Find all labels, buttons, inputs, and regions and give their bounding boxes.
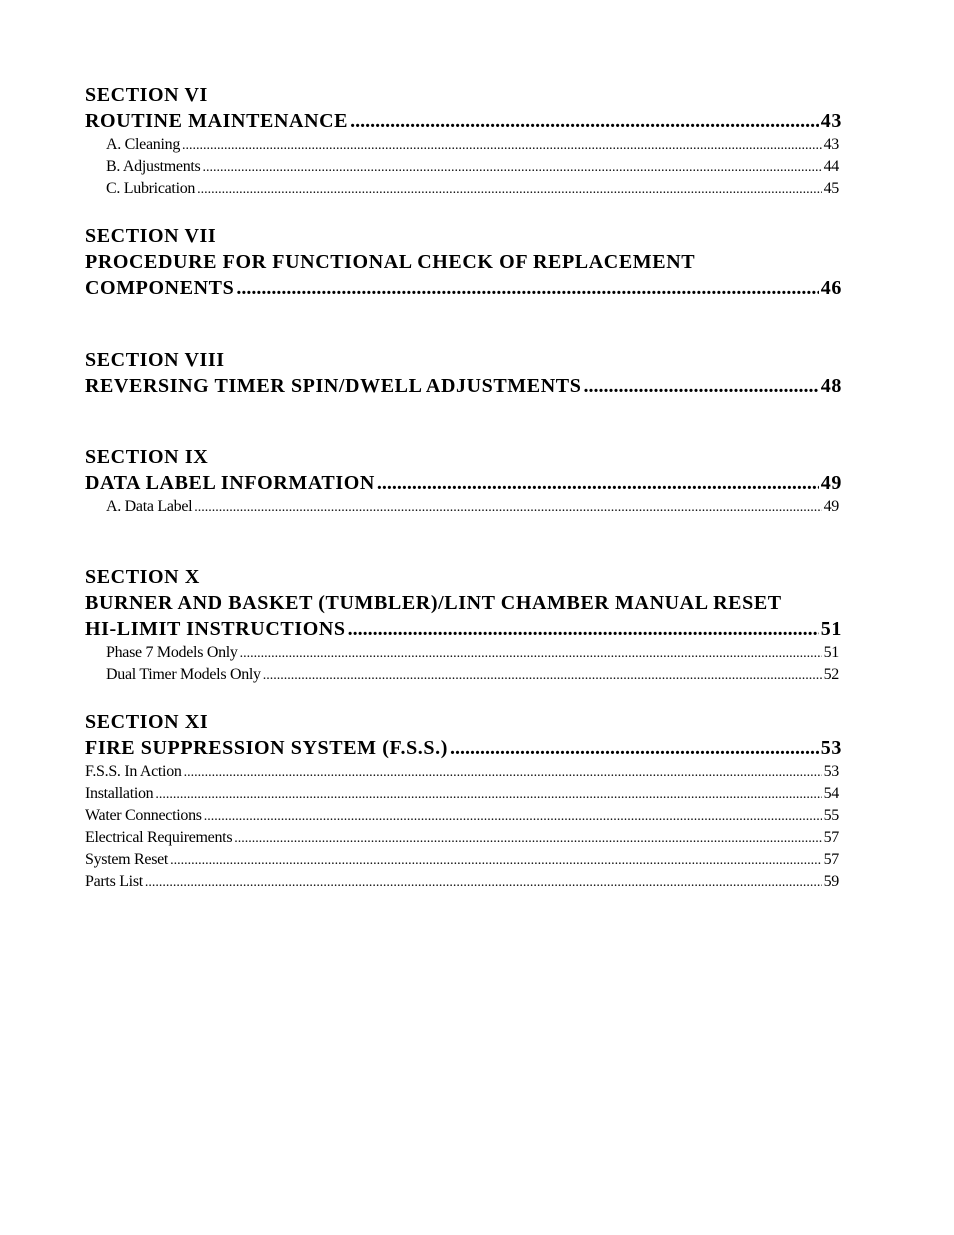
dot-leader xyxy=(145,872,822,894)
section-label: SECTION VII xyxy=(85,225,217,247)
toc-section-vii xyxy=(85,223,842,301)
dot-leader xyxy=(234,828,821,850)
page-number: 44 xyxy=(823,158,839,175)
entry-title: ROUTINE MAINTENANCE xyxy=(85,110,349,132)
dot-leader xyxy=(348,616,819,642)
page-number: 43 xyxy=(820,110,842,132)
toc-subentry-adjustments[interactable] xyxy=(85,156,839,178)
page-number: 49 xyxy=(820,472,842,494)
toc-subentry-parts-list[interactable] xyxy=(85,871,839,893)
entry-title: Dual Timer Models Only xyxy=(106,666,261,683)
toc-section-x xyxy=(85,564,842,686)
dot-leader xyxy=(583,373,818,399)
page-number: 57 xyxy=(823,851,839,868)
entry-title: F.S.S. In Action xyxy=(85,763,182,780)
section-title-line: BURNER AND BASKET (TUMBLER)/LINT CHAMBER MANUAL RESET xyxy=(85,592,782,614)
section-label: SECTION VI xyxy=(85,84,208,106)
toc-entry-components[interactable] xyxy=(85,275,842,301)
toc-subentry-cleaning[interactable] xyxy=(85,134,839,156)
entry-title: C. Lubrication xyxy=(106,180,196,197)
section-label: SECTION VIII xyxy=(85,349,225,371)
toc-section-vi xyxy=(85,82,842,200)
toc-section-xi xyxy=(85,709,842,893)
entry-title: Phase 7 Models Only xyxy=(106,644,238,661)
dot-leader xyxy=(197,179,821,201)
dot-leader xyxy=(155,784,821,806)
page-number: 53 xyxy=(823,763,839,780)
section-label: SECTION IX xyxy=(85,446,209,468)
entry-title: Water Connections xyxy=(85,807,202,824)
page-number: 46 xyxy=(820,277,842,299)
dot-leader xyxy=(184,762,822,784)
entry-title: Parts List xyxy=(85,873,143,890)
toc-entry-routine-maintenance[interactable] xyxy=(85,108,842,134)
page-number: 54 xyxy=(823,785,839,802)
toc-entry-data-label-information[interactable] xyxy=(85,470,842,496)
page-number: 59 xyxy=(823,873,839,890)
toc-subentry-data-label[interactable] xyxy=(85,496,839,518)
dot-leader xyxy=(350,108,819,134)
toc-entry-reversing-timer[interactable] xyxy=(85,373,842,399)
toc-subentry-phase-7-models[interactable] xyxy=(85,642,839,664)
toc-subentry-fss-in-action[interactable] xyxy=(85,761,839,783)
dot-leader xyxy=(450,735,819,761)
dot-leader xyxy=(263,665,822,687)
entry-title: Installation xyxy=(85,785,154,802)
entry-title: COMPONENTS xyxy=(85,277,235,299)
toc-entry-fire-suppression-system[interactable] xyxy=(85,735,842,761)
toc-subentry-lubrication[interactable] xyxy=(85,178,839,200)
page-number: 57 xyxy=(823,829,839,846)
section-label: SECTION XI xyxy=(85,711,209,733)
entry-title: B. Adjustments xyxy=(106,158,201,175)
page-number: 51 xyxy=(820,618,842,640)
page-number: 53 xyxy=(820,737,842,759)
page-number: 49 xyxy=(823,498,839,515)
toc-subentry-electrical-requirements[interactable] xyxy=(85,827,839,849)
dot-leader xyxy=(236,275,818,301)
dot-leader xyxy=(202,157,821,179)
dot-leader xyxy=(377,470,819,496)
entry-title: System Reset xyxy=(85,851,169,868)
entry-title: A. Cleaning xyxy=(106,136,181,153)
toc-section-ix xyxy=(85,444,842,518)
page-number: 45 xyxy=(823,180,839,197)
toc-entry-hi-limit-instructions[interactable] xyxy=(85,616,842,642)
entry-title: Electrical Requirements xyxy=(85,829,233,846)
section-label: SECTION X xyxy=(85,566,200,588)
page-number: 52 xyxy=(823,666,839,683)
toc-subentry-installation[interactable] xyxy=(85,783,839,805)
dot-leader xyxy=(182,135,822,157)
dot-leader xyxy=(194,497,821,519)
page-number: 43 xyxy=(823,136,839,153)
toc-subentry-system-reset[interactable] xyxy=(85,849,839,871)
entry-title: DATA LABEL INFORMATION xyxy=(85,472,375,494)
toc-section-viii xyxy=(85,347,842,399)
section-title-line: PROCEDURE FOR FUNCTIONAL CHECK OF REPLACEMENT xyxy=(85,251,696,273)
entry-title: FIRE SUPPRESSION SYSTEM (F.S.S.) xyxy=(85,737,448,759)
dot-leader xyxy=(170,850,822,872)
page-number: 55 xyxy=(823,807,839,824)
toc-subentry-dual-timer-models[interactable] xyxy=(85,664,839,686)
toc-subentry-water-connections[interactable] xyxy=(85,805,839,827)
page-number: 48 xyxy=(820,375,842,397)
entry-title: HI-LIMIT INSTRUCTIONS xyxy=(85,618,346,640)
dot-leader xyxy=(204,806,822,828)
page-number: 51 xyxy=(823,644,839,661)
entry-title: A. Data Label xyxy=(106,498,193,515)
entry-title: REVERSING TIMER SPIN/DWELL ADJUSTMENTS xyxy=(85,375,582,397)
dot-leader xyxy=(240,643,822,665)
